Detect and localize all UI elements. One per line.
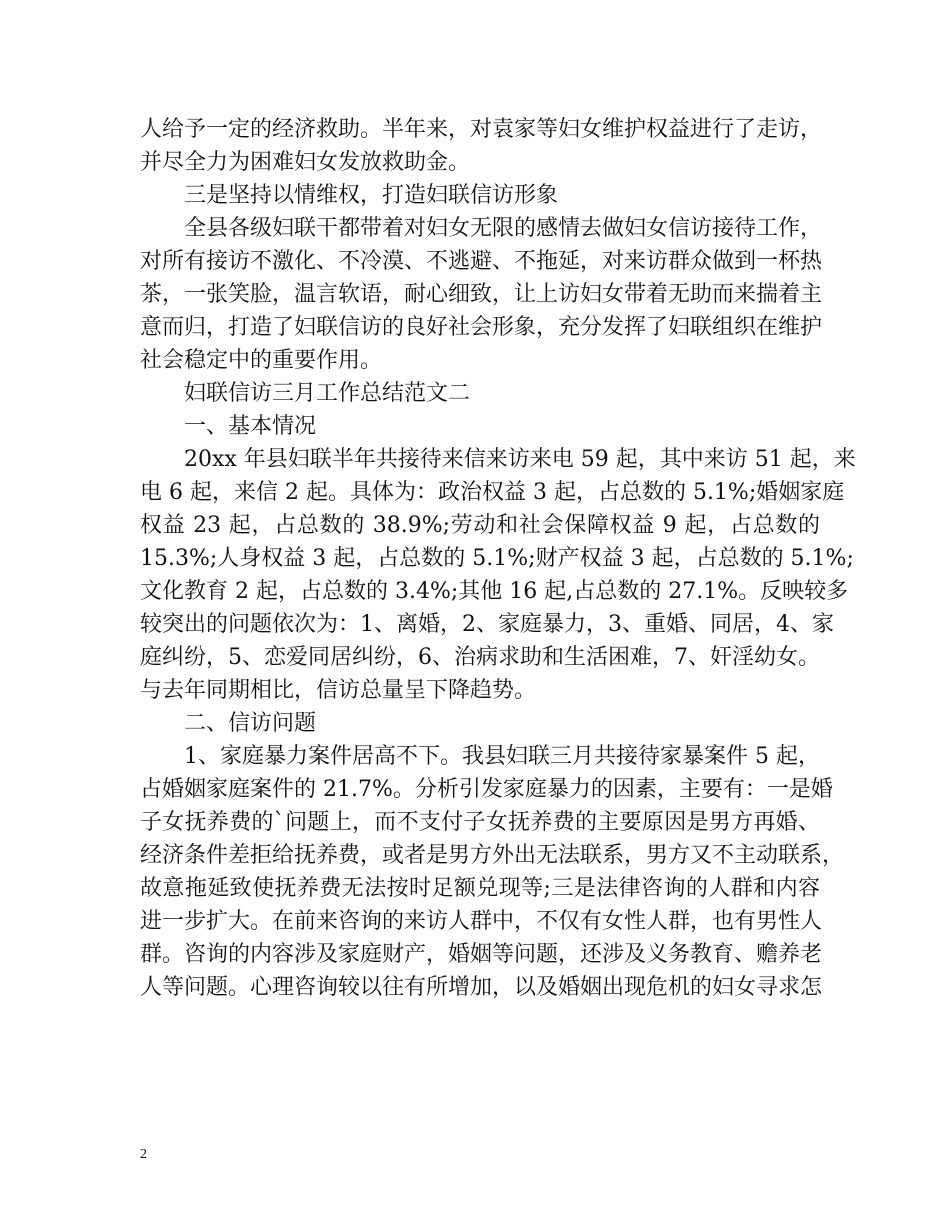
- section-heading: 二、信访问题: [184, 711, 317, 736]
- text-line: 电 6 起，来信 2 起。具体为：政治权益 3 起，占总数的 5.1%;婚姻家庭: [140, 480, 845, 505]
- page-number: 2: [140, 1147, 147, 1162]
- text-line: 15.3%;人身权益 3 起，占总数的 5.1%;财产权益 3 起，占总数的 5.1%;: [140, 546, 854, 571]
- text-line: 权益 23 起，占总数的 38.9%;劳动和社会保障权益 9 起，占总数的: [140, 513, 820, 538]
- text-line: 茶，一张笑脸，温言软语，耐心细致，让上访妇女带着无助而来揣着主: [140, 282, 823, 307]
- text-line: 占婚姻家庭案件的 21.7%。分析引发家庭暴力的因素，主要有：一是婚: [140, 777, 833, 802]
- text-line: 并尽全力为困难妇女发放救助金。: [140, 150, 471, 175]
- text-line: 较突出的问题依次为：1、离婚，2、家庭暴力，3、重婚、同居，4、家: [140, 612, 834, 637]
- text-line: 经济条件差拒给抚养费，或者是男方外出无法联系，男方又不主动联系，: [140, 843, 845, 868]
- text-line: 故意拖延致使抚养费无法按时足额兑现等;三是法律咨询的人群和内容: [140, 876, 820, 901]
- text-line: 20xx 年县妇联半年共接待来信来访来电 59 起，其中来访 51 起，来: [184, 447, 856, 472]
- text-line: 庭纠纷，5、恋爱同居纠纷，6、治病求助和生活困难，7、奸淫幼女。: [140, 645, 820, 670]
- text-line: 进一步扩大。在前来咨询的来访人群中，不仅有女性人群，也有男性人: [140, 909, 823, 934]
- text-line: 与去年同期相比，信访总量呈下降趋势。: [140, 678, 537, 703]
- text-line: 群。咨询的内容涉及家庭财产，婚姻等问题，还涉及义务教育、赡养老: [140, 942, 823, 967]
- text-line: 人给予一定的经济救助。半年来，对袁家等妇女维护权益进行了走访，: [140, 117, 823, 142]
- document-body: [140, 113, 856, 1004]
- text-line: 意而归，打造了妇联信访的良好社会形象，充分发挥了妇联组织在维护: [140, 315, 823, 340]
- text-line: 对所有接访不激化、不冷漠、不逃避、不拖延，对来访群众做到一杯热: [140, 249, 823, 274]
- section-heading: 三是坚持以情维权，打造妇联信访形象: [184, 183, 559, 208]
- text-line: 文化教育 2 起，占总数的 3.4%;其他 16 起,占总数的 27.1%。反映较多: [140, 579, 849, 604]
- text-line: 1、家庭暴力案件居高不下。我县妇联三月共接待家暴案件 5 起，: [184, 744, 820, 769]
- text-line: 子女抚养费的`问题上，而不支付子女抚养费的主要原因是男方再婚、: [140, 810, 820, 835]
- text-line: 全县各级妇联干都带着对妇女无限的感情去做妇女信访接待工作，: [184, 216, 823, 241]
- text-line: 社会稳定中的重要作用。: [140, 348, 383, 373]
- article-title: 妇联信访三月工作总结范文二: [184, 381, 471, 406]
- section-heading: 一、基本情况: [184, 414, 317, 439]
- text-line: 人等问题。心理咨询较以往有所增加，以及婚姻出现危机的妇女寻求怎: [140, 975, 823, 1000]
